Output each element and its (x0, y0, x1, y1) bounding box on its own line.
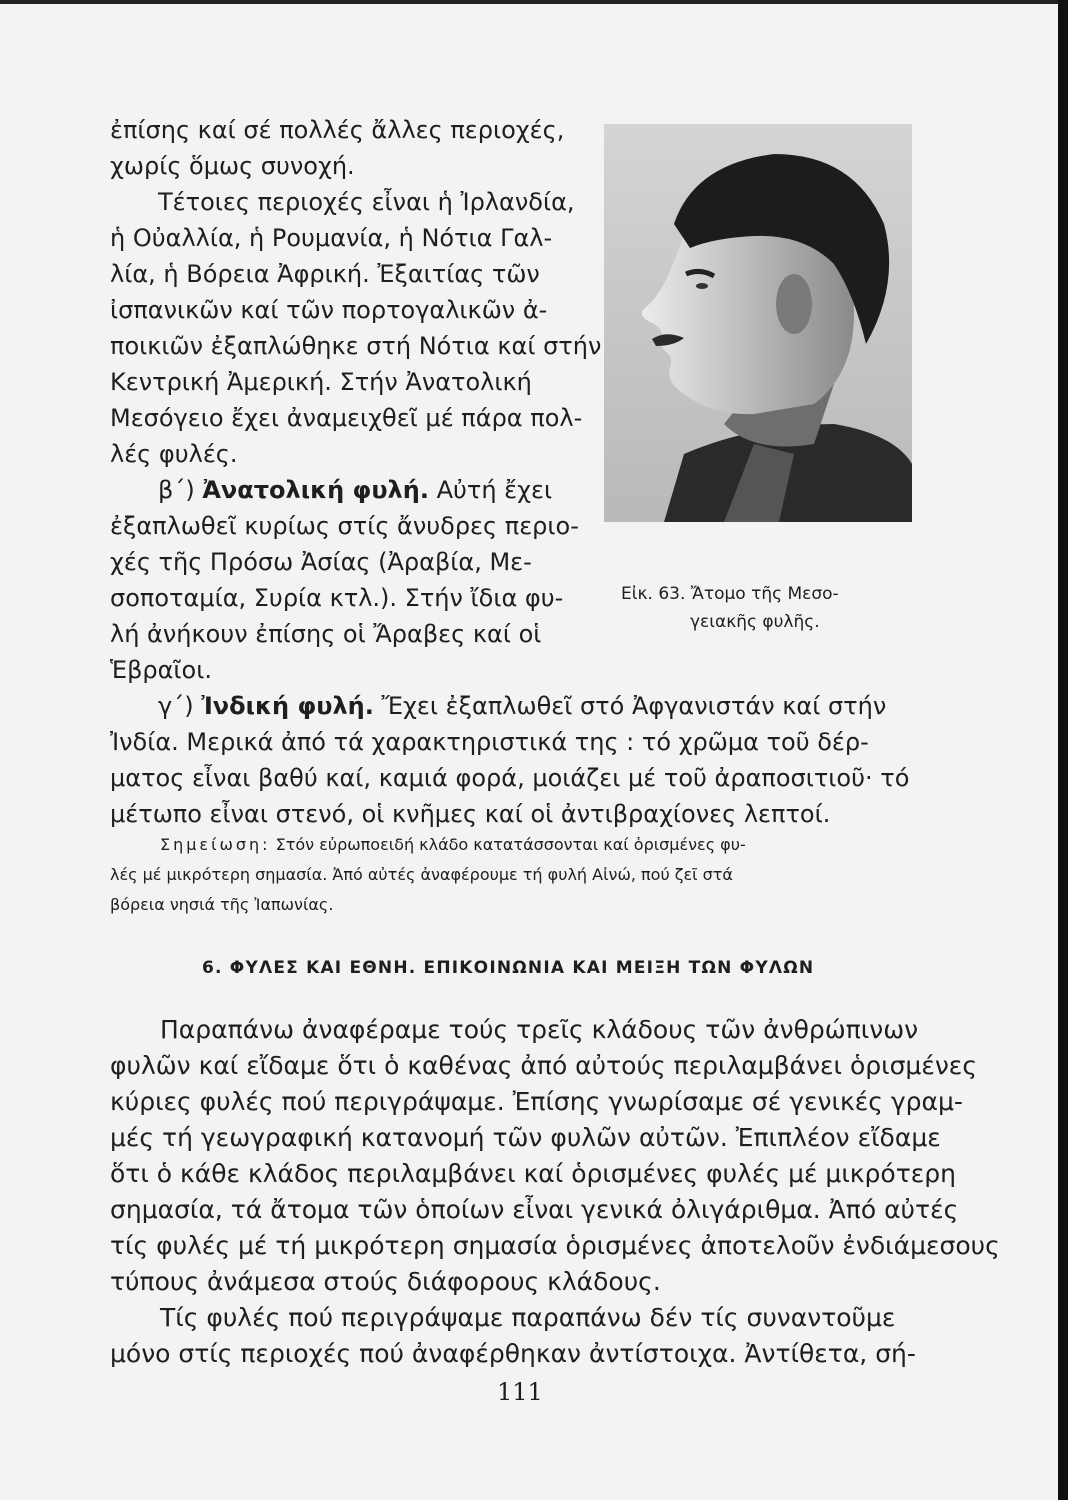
body-line: λή ἀνήκουν ἐπίσης οἱ Ἄραβες καί οἱ (110, 620, 542, 648)
body-line: ποικιῶν ἐξαπλώθηκε στή Νότια καί στήν (110, 332, 602, 360)
body-line: Ἰνδία. Μερικά ἀπό τά χαρακτηριστικά της : τό χρῶμα τοῦ δέρ- (110, 728, 869, 756)
body-line: ὅτι ὁ κάθε κλάδος περιλαμβάνει καί ὁρισμένες φυλές μέ μικρότερη (110, 1159, 956, 1188)
subsection-beta-rest: Αὐτή ἔχει (428, 476, 553, 504)
body-line: μέτωπο εἶναι στενό, οἱ κνῆμες καί οἱ ἀντιβραχίονες λεπτοί. (110, 800, 831, 828)
body-line: φυλῶν καί εἴδαμε ὅτι ὁ καθένας ἀπό αὐτούς περιλαμβάνει ὁρισμένες (110, 1051, 977, 1080)
body-line: Κεντρική Ἀμερική. Στήν Ἀνατολική (110, 368, 532, 396)
body-line: τίς φυλές μέ τή μικρότερη σημασία ὁρισμένες ἀποτελοῦν ἐνδιάμεσους (110, 1231, 1000, 1260)
note-first-line (160, 830, 746, 860)
body-line: ματος εἶναι βαθύ καί, καμιά φορά, μοιάζει μέ τοῦ ἀραποσιτιοῦ· τό (110, 764, 910, 792)
body-line: χές τῆς Πρόσω Ἀσίας (Ἀραβία, Με- (110, 548, 532, 576)
body-line: Τίς φυλές πού περιγράψαμε παραπάνω δέν τίς συναντοῦμε (160, 1303, 896, 1332)
body-line: ἰσπανικῶν καί τῶν πορτογαλικῶν ἀ- (110, 296, 548, 324)
body-line: μόνο στίς περιοχές πού ἀναφέρθηκαν ἀντίστοιχα. Ἀντίθετα, σή- (110, 1339, 916, 1368)
subsection-beta-prefix: β΄) (158, 476, 203, 504)
body-line: σημασία, τά ἄτομα τῶν ὁποίων εἶναι γενικά ὀλιγάριθμα. Ἀπό αὐτές (110, 1195, 959, 1224)
profile-portrait-image (604, 124, 912, 522)
subsection-beta-term: Ἀνατολική φυλή. (202, 476, 429, 504)
subsection-beta-line (158, 472, 552, 508)
scan-top-edge (0, 0, 1068, 4)
subsection-gamma-line (158, 688, 886, 724)
body-line: λές φυλές. (110, 440, 238, 468)
body-line: Παραπάνω ἀναφέραμε τούς τρεῖς κλάδους τῶν ἀνθρώπινων (160, 1015, 919, 1044)
figure-caption: γειακῆς φυλῆς. (690, 612, 820, 632)
body-line: ἐξαπλωθεῖ κυρίως στίς ἄνυδρες περιο- (110, 512, 579, 540)
subsection-gamma-term: Ἰνδική φυλή. (201, 692, 374, 720)
scan-right-edge (1058, 0, 1068, 1500)
note-label: Σημείωση: (160, 835, 271, 854)
body-line: ἡ Οὐαλλία, ἡ Ρουμανία, ἡ Νότια Γαλ- (110, 224, 553, 252)
body-line: ἐπίσης καί σέ πολλές ἄλλες περιοχές, (110, 116, 565, 144)
body-line: Ἑβραῖοι. (110, 656, 212, 684)
portrait-photo (604, 124, 912, 522)
body-line: λία, ἡ Βόρεια Ἀφρική. Ἐξαιτίας τῶν (110, 260, 540, 288)
body-line: Μεσόγειο ἔχει ἀναμειχθεῖ μέ πάρα πολ- (110, 404, 583, 432)
body-line: μές τή γεωγραφική κατανομή τῶν φυλῶν αὐτῶν. Ἐπιπλέον εἴδαμε (110, 1123, 941, 1152)
body-line: χωρίς ὅμως συνοχή. (110, 152, 355, 180)
note-text: Στόν εὐρωποειδή κλάδο κατατάσσονται καί ὁρισμένες φυ- (270, 835, 746, 854)
subsection-gamma-prefix: γ΄) (158, 692, 202, 720)
body-line: τύπους ἀνάμεσα στούς διάφορους κλάδους. (110, 1267, 661, 1296)
body-line: σοποταμία, Συρία κτλ.). Στήν ἴδια φυ- (110, 584, 564, 612)
figure-caption: Εἰκ. 63. Ἄτομο τῆς Μεσο- (621, 584, 839, 604)
subsection-gamma-rest: Ἔχει ἐξαπλωθεῖ στό Ἀφγανιστάν καί στήν (373, 692, 887, 720)
section-heading: 6. ΦΥΛΕΣ ΚΑΙ ΕΘΝΗ. ΕΠΙΚΟΙΝΩΝΙΑ ΚΑΙ ΜΕΙΞΗ ΤΩΝ ΦΥΛΩΝ (202, 958, 815, 978)
note-line: βόρεια νησιά τῆς Ἰαπωνίας. (110, 895, 334, 914)
note-line: λές μέ μικρότερη σημασία. Ἀπό αὐτές ἀναφέρουμε τή φυλή Αἰνώ, πού ζεῖ στά (110, 865, 733, 884)
page-number: 111 (497, 1378, 543, 1406)
body-line: Τέτοιες περιοχές εἶναι ἡ Ἰρλανδία, (158, 188, 575, 216)
body-line: κύριες φυλές πού περιγράψαμε. Ἐπίσης γνωρίσαμε σέ γενικές γραμ- (110, 1087, 963, 1116)
